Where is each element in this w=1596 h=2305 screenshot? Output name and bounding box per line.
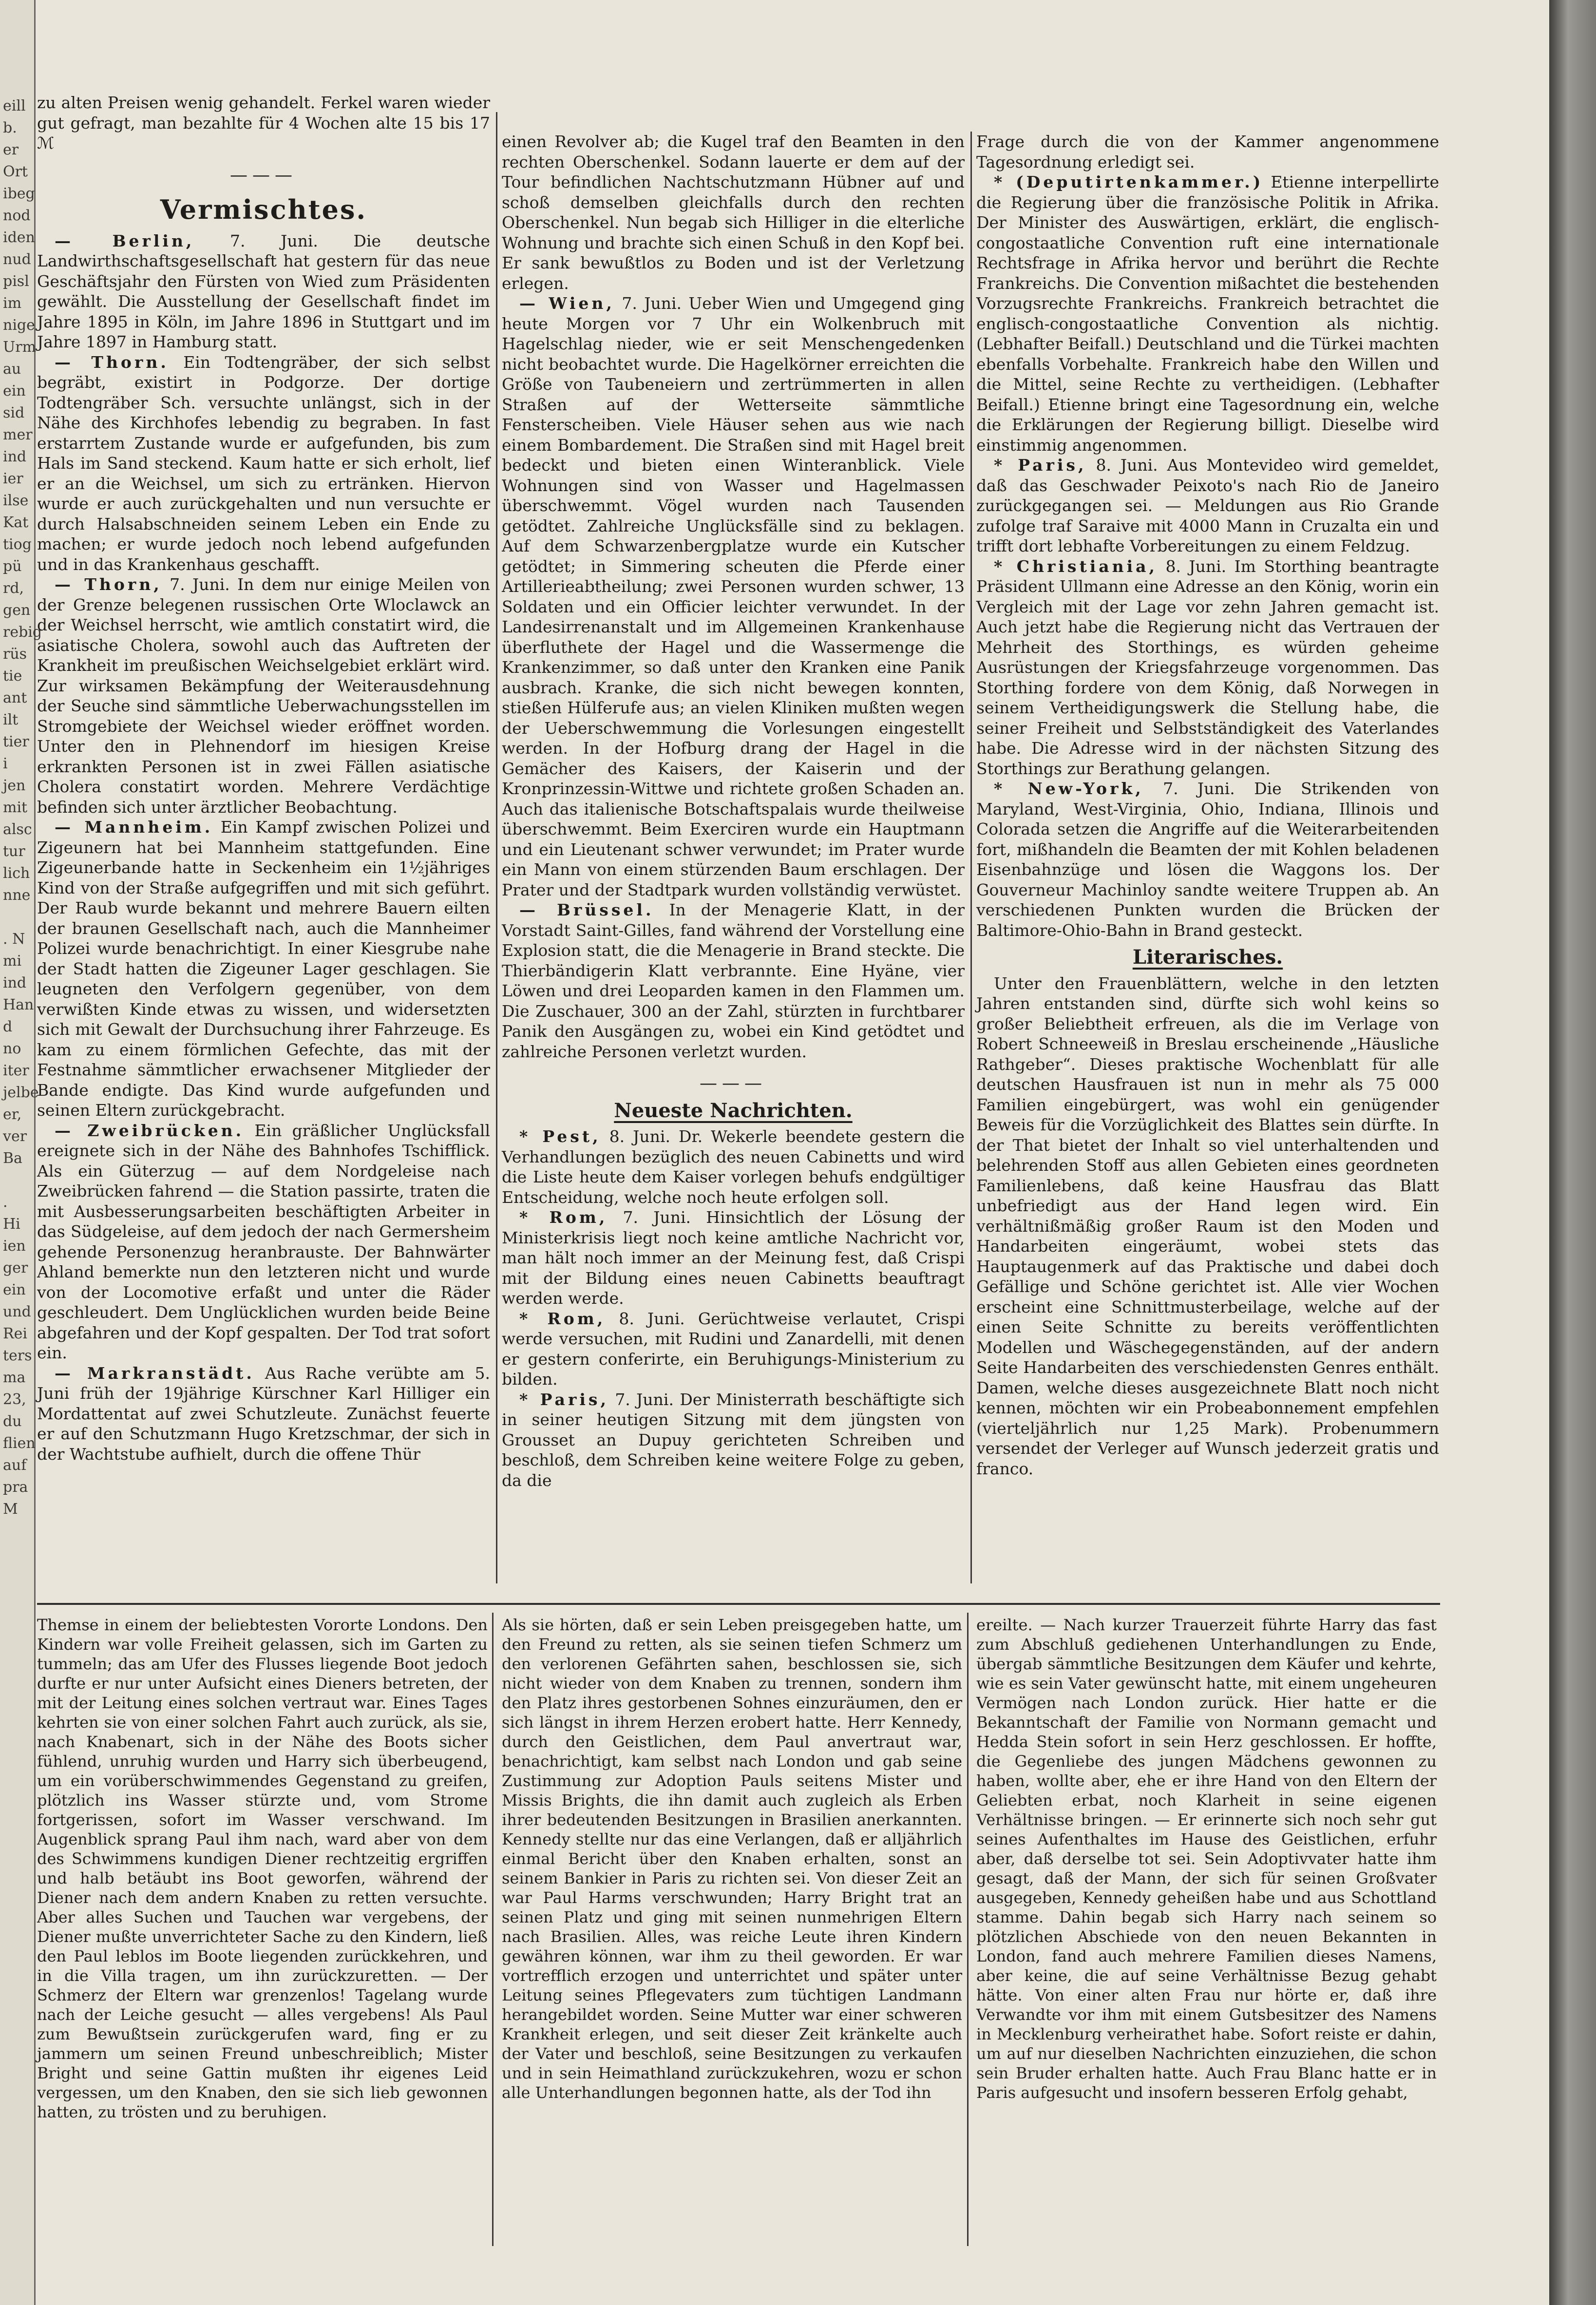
adjacent-page-fragment: rd,: [3, 580, 24, 597]
adjacent-page-fragment: ind: [3, 974, 27, 991]
adjacent-page-fragment: jen: [3, 777, 26, 794]
latest-news-item: [502, 1207, 965, 1309]
item-text: 7. Juni. Die Strikenden von Maryland, West-Virginia, Ohio, Indiana, Illinois und Colorada setzen die Angriffe auf die Weiterarbeitenden fort, mißhandeln die Beamten der mit Kohlen beladenen Eisenbahnzüge und lösen die Waggons los. Der Gouverneur Machinloy sandte weitere Truppen ab. An verschiedenen Punkten wurden die Brücken der Baltimore-Ohio-Bahn in Brand gesteckt.: [976, 779, 1439, 940]
item-text: Aus Rache verübte am 5. Juni früh der 19jährige Kürschner Karl Hilliger ein Mordattentat auf zwei Schutzleute. Zunächst feuerte er auf den Schutzmann Hugo Kretzschmar, der sich in der Wachtstube aufhielt, durch die offene Thür: [37, 1363, 490, 1464]
news-item: [976, 556, 1439, 779]
feuilleton-text: ereilte. — Nach kurzer Trauerzeit führte Harry das fast zum Abschluß gediehenen Unterhandlungen zu Ende, übergab sämmtliche Besitzungen dem Käufer und kehrte, wie es sein Vater gewünscht hatte, mit einem ungeheuren Vermögen nach London zurück. Hier hatte er die Bekanntschaft der Familie von Normann gemacht und Hedda Stein sofort in sein Herz geschlossen. Er hoffte, die Gegenliebe des jungen Mädchens gewonnen zu haben, wollte aber, ehe er ihre Hand von den Eltern der Geliebten erbat, noch Klarheit in seine eigenen Verhältnisse bringen. — Er erinnerte sich noch sehr gut seines Aufenthaltes im Hause des Geistlichen, erfuhr aber, daß derselbe tot sei. Sein Adoptivvater hatte ihm gesagt, daß der Mann, der sich für seinen Großvater ausgegeben, Kennedy geheißen habe und aus Schottland stamme. Dahin begab sich Harry nach seinem so plötzlichen Abschiede von den neuen Bekannten in London, fand auch mehrere Familien dieses Namens, aber keine, die auf seine Verhältnisse Bezug gehabt hätte. Von einer alten Frau nur hörte er, daß ihre Verwandte vor ihm mit einem Gutsbesitzer des Namens in Mecklenburg verheirathet habe. Sofort reiste er dahin, um auf nur dieselben Nachrichten einzuziehen, die schon sein Bruder erhalten hatte. Auch Frau Blanc hatte er in Paris aufgesucht und insofern besseren Erfolg gehabt,: [976, 1616, 1437, 2102]
column-3: [976, 132, 1439, 1479]
adjacent-page-fragment: iter: [3, 1062, 29, 1079]
adjacent-page-fragment: nod: [3, 207, 31, 224]
latest-news-item: [502, 1309, 965, 1390]
adjacent-page-fragment: tie: [3, 667, 22, 685]
adjacent-page-fragment: eill: [3, 97, 26, 114]
news-item: [37, 231, 490, 352]
feuilleton-column-2: [502, 1615, 962, 2102]
dateline: — Mannheim.: [55, 818, 213, 837]
section-heading-neueste-nachrichten: Neueste Nachrichten.: [614, 1099, 853, 1122]
dateline: * Rom,: [519, 1208, 608, 1227]
market-report-tail: zu alten Preisen wenig gehandelt. Ferkel waren wieder gut gefragt, man bezahlte für 4 Wochen alte 15 bis 17 ℳ: [37, 93, 490, 152]
feuilleton-text: Themse in einem der beliebtesten Vororte Londons. Den Kindern war volle Freiheit gelassen, sich im Garten zu tummeln; das am Ufer des Flusses liegende Boot jedoch durfte er nur unter Aufsicht eines Dieners betreten, der mit der Leitung eines solchen vertraut war. Eines Tages kehrten sie von einer solchen Fahrt auch zurück, als sie, nach Knabenart, sich in der Nähe des Boots sicher fühlend, unruhig wurden und Harry sich überbeugend, um ein vorüberschwimmendes Gegenstand zu greifen, plötzlich ins Wasser stürzte und, vom Strome fortgerissen, sofort im Wasser verschwand. Im Augenblick sprang Paul ihm nach, ward aber von dem des Schwimmens kundigen Diener rechtzeitig ergriffen und halb betäubt ins Boot geworfen, während der Diener nach dem andern Knaben zu retten versuchte. Aber alles Suchen und Tauchen war vergebens, der Diener mußte unverrichteter Sache zu den Kindern, ließ den Paul leblos im Boote liegenden zurückkehren, und in die Villa tragen, um ihn zurückzuretten. — Der Schmerz der Eltern war grenzenlos! Tagelang wurde nach der Leiche gesucht — alles vergebens! Als Paul zum Bewußtsein zurückgerufen ward, fing er zu jammern um seinen Freund unbeschreiblich; Mister Bright und seine Gattin mußten ihr eigenes Leid vergessen, um den Knaben, den sie sich lieb gewonnen hatten, zu trösten und zu beruhigen.: [37, 1616, 488, 2121]
item-text: In der Menagerie Klatt, in der Vorstadt Saint-Gilles, fand während der Vorstellung eine Explosion statt, die die Menagerie in Brand steckte. Die Thierbändigerin Klatt verbrannte. Eine Hyäne, vier Löwen und drei Leoparden kamen in den Flammen um. Die Zuschauer, 300 an der Zahl, stürzten in furchtbarer Panik den Ausgängen zu, wobei ein Kind getödtet und zahlreiche Personen verletzt wurden.: [502, 900, 965, 1061]
adjacent-page-fragment: b.: [3, 119, 17, 136]
adjacent-page-fragment: ien: [3, 1238, 26, 1255]
adjacent-page-fragment: ein: [3, 1281, 26, 1298]
page-edge-shadow: [1549, 0, 1596, 2305]
adjacent-page-strip: [0, 0, 42, 2305]
adjacent-page-fragment: nige: [3, 317, 35, 334]
adjacent-page-fragment: pü: [3, 558, 22, 575]
adjacent-page-fragment: du: [3, 1413, 22, 1430]
adjacent-page-fragment: alsc: [3, 821, 32, 838]
news-item: [37, 817, 490, 1121]
adjacent-page-fragment: und: [3, 1303, 31, 1320]
dateline: * Christiania,: [994, 556, 1158, 576]
dateline: * Paris,: [994, 456, 1087, 475]
adjacent-page-fragment: . N: [3, 931, 25, 948]
adjacent-page-fragment: ein: [3, 382, 26, 400]
adjacent-page-fragment: ant: [3, 689, 27, 706]
item-text: 8. Juni. Aus Montevideo wird gemeldet, daß das Geschwader Peixoto's nach Rio de Janeiro zurückgegangen sei. — Meldungen aus Rio Grande zufolge traf Saraive mit 4000 Mann in Cruzalta ein und trifft dort lebhafte Vorbereitungen zu einem Feldzug.: [976, 456, 1439, 555]
news-item: [502, 132, 965, 293]
adjacent-page-fragment: Kat: [3, 514, 29, 531]
adjacent-page-fragment: ger: [3, 1259, 28, 1276]
section-divider: ———: [700, 1073, 767, 1093]
adjacent-page-fragment: Hi: [3, 1216, 20, 1233]
adjacent-page-fragment: mi: [3, 952, 22, 970]
adjacent-page-fragment: rüs: [3, 646, 27, 663]
adjacent-page-fragment: nud: [3, 251, 31, 268]
adjacent-page-fragment: ters: [3, 1347, 32, 1364]
dateline: — Brüssel.: [519, 900, 654, 919]
adjacent-page-fragment: .: [3, 1194, 8, 1211]
news-items: [976, 132, 1439, 940]
column-rule: [496, 112, 497, 1583]
adjacent-page-fragment: mer: [3, 426, 33, 443]
adjacent-page-fragment: d: [3, 1018, 13, 1035]
item-text: 8. Juni. Gerüchtweise verlautet, Crispi werde versuchen, mit Rudini und Zanardelli, mit denen er gestern conferirte, ein Beruhigungs-Ministerium zu bilden.: [502, 1309, 965, 1389]
literary-notice: Unter den Frauenblättern, welche in den letzten Jahren entstanden sind, dürfte sich wohl keins so großer Beliebtheit erfreuen, als die im Verlage von Robert Schneeweiß in Breslau erscheinende „Häusliche Rathgeber“. Dieses praktische Wochenblatt für alle deutschen Hausfrauen ist nun in mehr als 75 000 Familien eingebürgert, was wohl ein genügender Beweis für die Vorzüglichkeit des Blattes sein dürfte. In der That bietet der Inhalt so viel unterhaltenden und belehrenden Stoff aus allen Gebieten eines geordneten Familienlebens, daß keine Hausfrau das Blatt unbefriedigt aus der Hand legen wird. Ein verhältnißmäßig großer Raum ist den Moden und Handarbeiten eingeräumt, wobei stets das Hauptaugenmerk auf das Praktische und dabei doch Gefällige und Schöne gerichtet ist. Alle vier Wochen erscheint eine Schnittmusterbeilage, welche auf der einen Seite Schnitte zu bereits veröffentlichten Modellen und Wäschegegenständen, auf der andern Seite Handarbeiten des verschiedensten Genres enthält. Damen, welche dieses ausgezeichnete Blatt noch nicht kennen, möchten wir ein Probeabonnement empfehlen (vierteljährlich nur 1,25 Mark). Probenummern versendet der Verleger auf Wunsch jederzeit gratis und franco.: [976, 973, 1439, 1478]
adjacent-page-fragment: ver: [3, 1128, 27, 1145]
item-text: 7. Juni. In dem nur einige Meilen von der Grenze belegenen russischen Orte Wloclawck an der Weichsel herrscht, wie amtlich constatirt wird, die asiatische Cholera, sowohl auch das Auftreten der Krankheit im preußischen Weichselgebiet erklärt wird. Zur wirksamen Bekämpfung der Weiterausdehnung der Seuche sind sämmtliche Ueberwachungsstellen im Stromgebiete der Weichsel wieder eröffnet worden. Unter den in Plehnendorf im hiesigen Kreise erkrankten Personen ist in zwei Fällen asiatische Cholera constatirt worden. Mehrere Verdächtige befinden sich unter ärztlicher Beobachtung.: [37, 575, 491, 817]
adjacent-page-fragment: ind: [3, 448, 27, 465]
adjacent-page-fragment: er,: [3, 1106, 22, 1123]
adjacent-page-fragment: pra: [3, 1479, 28, 1496]
item-text: 8. Juni. Im Storthing beantragte Präsident Ullmann eine Adresse an den König, worin ein Vergleich mit der Lage vor zehn Jahren gemacht ist. Auch jetzt habe die Regierung nicht das Vertrauen der Mehrheit des Storthings, es würden geheime Ausrüstungen der Kriegsfahrzeuge vorgenommen. Das Storthing fordere von dem König, daß Norwegen in seinem Vertheidigungswerk die Stellung habe, die seiner Freiheit und Selbstständigkeit des Vaterlandes habe. Die Adresse wird in der nächsten Sitzung des Storthings zur Berathung gelangen.: [976, 556, 1439, 778]
section-heading-literarisches: Literarisches.: [1132, 946, 1283, 969]
adjacent-page-fragment: tier: [3, 733, 29, 750]
feuilleton-column-1: [37, 1615, 488, 2122]
dateline: — Thorn.: [55, 352, 169, 372]
column-rule: [970, 132, 972, 1583]
item-text: Etienne interpellirte die Regierung über die französische Politik in Afrika. Der Minister des Auswärtigen, erklärt, die englisch-congostaatliche Convention ruft eine internationale Rechtsfrage in Afrika hervor und berührt die Rechte Frankreichs. Die Convention mißachtet die bestehenden Vorzugsrechte Frankreichs. Frankreich betrachtet die englisch-congostaatliche Convention als nichtig. (Lebhafter Beifall.) Deutschland und die Türkei machten ebenfalls Vorbehalte. Frankreich habe den Willen und die Mittel, seine Rechte zu vertheidigen. (Lebhafter Beifall.) Etienne bringt eine Tagesordnung ein, welche die Erklärungen der Regierung billigt. Dieselbe wird einstimmig angenommen.: [976, 172, 1439, 455]
adjacent-page-fragment: nne: [3, 887, 31, 904]
news-items: [37, 231, 490, 1465]
item-text: 7. Juni. Die deutsche Landwirthschaftsgesellschaft hat gestern für das neue Geschäftsjahr den Fürsten von Wied zum Präsidenten gewählt. Die Ausstellung der Gesellschaft findet im Jahre 1895 in Köln, im Jahre 1896 in Stuttgart und im Jahre 1897 in Hamburg statt.: [37, 231, 490, 351]
adjacent-page-fragment: Han: [3, 996, 34, 1013]
news-item: [976, 132, 1439, 172]
dateline: — Markranstädt.: [55, 1363, 255, 1383]
adjacent-page-fragment: pisl: [3, 273, 29, 290]
dateline: * Pest,: [519, 1127, 601, 1146]
adjacent-page-fragment: i: [3, 755, 8, 772]
adjacent-page-fragment: im: [3, 295, 22, 312]
dateline: — Zweibrücken.: [55, 1121, 245, 1140]
news-item: [37, 1121, 490, 1363]
adjacent-page-fragment: M: [3, 1501, 18, 1518]
news-items: [502, 132, 965, 1062]
news-item: [502, 293, 965, 900]
column-1: [37, 93, 490, 1464]
adjacent-page-fragment: auf: [3, 1457, 27, 1474]
adjacent-page-fragment: Urm: [3, 339, 37, 356]
news-item: [37, 574, 490, 817]
news-item: [976, 779, 1439, 940]
adjacent-page-fragment: lich: [3, 865, 30, 882]
adjacent-page-fragment: mit: [3, 799, 28, 816]
dateline: * Paris,: [519, 1390, 609, 1409]
news-item: [502, 900, 965, 1062]
adjacent-page-fragment: 23,: [3, 1391, 26, 1408]
feuilleton-column-3: [976, 1615, 1437, 2102]
item-text: 7. Juni. Ueber Wien und Umgegend ging heute Morgen vor 7 Uhr ein Wolkenbruch mit Hagelschlag nieder, wie er seit Menschengedenken nicht beobachtet wurde. Die Hagelkörner erreichten die Größe von Taubeneiern und zertrümmerten in allen Straßen auf der Wetterseite sämmtliche Fensterscheiben. Viele Häuser sehen aus wie nach einem Bombardement. Die Straßen sind mit Hagel breit bedeckt und bieten einen Winteranblick. Viele Wohnungen sind von Wasser und Hagelmassen überschwemmt. Vögel wurden nach Tausenden getödtet. Zahlreiche Unglücksfälle sind zu beklagen. Auf dem Schwarzenbergplatze wurde ein Kutscher getödtet; in Simmering scheuten die Pferde einer Artillerieabtheilung; zwei Personen wurden schwer, 13 Soldaten und ein Officier leichter verwundet. In der Landesirrenanstalt und im Allgemeinen Krankenhause überfluthete der Hagel und die Wassermenge die Krankenzimmer, so daß unter den Kranken eine Panik ausbrach. Kranke, die sich nicht bewegen konnten, stießen Hülferufe aus; an vielen Kliniken mußten wegen der Ueberschwemmung die Vorlesungen eingestellt werden. In der Hofburg drang der Hagel in die Gemächer des Kaisers, der Kaiserin und der Kronprinzessin-Wittwe und richtete großen Schaden an. Auch das italienische Botschaftspalais wurde theilweise überschwemmt. Beim Exerciren wurde ein Hauptmann und ein Lieutenant schwer verwundet; im Prater wurde ein Mann von einem stürzenden Baum erschlagen. Der Prater und der Stadtpark wurden vollständig verwüstet.: [502, 294, 965, 899]
adjacent-page-fragment: no: [3, 1040, 21, 1057]
dateline: * New-York,: [994, 779, 1144, 798]
adjacent-page-fragment: gen: [3, 602, 31, 619]
adjacent-page-fragment: Ba: [3, 1150, 22, 1167]
item-text: Ein Kampf zwischen Polizei und Zigeunern hat bei Mannheim stattgefunden. Eine Zigeunerbande hatte in Seckenheim ein 1½jähriges Kind von der Straße aufgegriffen und mit sich geführt. Der Raub wurde bekannt und mehrere Bauern eilten der braunen Gesellschaft nach, auch die Mannheimer Polizei wurde benachrichtigt. In einer Kiesgrube nahe der Stadt hatten die Zigeuner Lager geschlagen. Sie leugneten den Verfolgern gegenüber, von dem verwißten Kinde etwas zu wissen, und widersetzten sich mit Gewalt der Durchsuchung ihrer Fahrzeuge. Es kam zu einem förmlichen Gefechte, das mit der Festnahme sämmtlicher erwachsener Mitglieder der Bande endigte. Das Kind wurde aufgefunden und seinen Eltern zurückgebracht.: [37, 818, 490, 1120]
adjacent-page-fragment: ibeg: [3, 185, 35, 202]
adjacent-page-fragment: Ort: [3, 163, 28, 180]
news-item: [37, 352, 490, 575]
item-text: Ein Todtengräber, der sich selbst begräbt, existirt in Podgorze. Der dortige Todtengräber Sch. versuchte unlängst, sich in der Nähe des Kirchhofes lebendig zu begraben. In fast erstarrtem Zustande wurde er aufgefunden, bis zum Hals im Sand steckend. Kaum hatte er sich erholt, lief er an die Weichsel, um sich zu ertränken. Hiervon wurde er auch zurückgehalten und nun versuchte er durch Halsabschneiden seinem Leben ein Ende zu machen; er wurde jedoch noch lebend aufgefunden und in das Krankenhaus geschafft.: [37, 352, 490, 574]
adjacent-page-fragment: Rei: [3, 1325, 27, 1342]
adjacent-page-fragment: tiog: [3, 536, 32, 553]
item-text: 8. Juni. Dr. Wekerle beendete gestern die Verhandlungen bezüglich des neuen Cabinetts und wird die Liste heute dem Kaiser vorlegen behufs endgültiger Entscheidung, welche noch heute erfolgen soll.: [502, 1127, 965, 1207]
item-text: 7. Juni. Hinsichtlich der Lösung der Ministerkrisis liegt noch keine amtliche Nachricht vor, man hält noch immer an der Meinung fest, daß Crispi mit der Bildung eines neuen Cabinetts beauftragt werden werde.: [502, 1208, 965, 1308]
adjacent-page-fragment: ma: [3, 1369, 26, 1386]
adjacent-page-fragment: jelbe: [3, 1084, 39, 1101]
adjacent-page-fragment: er: [3, 141, 19, 158]
dateline: * (Deputirtenkammer.): [994, 172, 1264, 191]
item-text: 7. Juni. Der Ministerrath beschäftigte sich in seiner heutigen Sitzung mit dem jüngsten von Grousset an Dupuy gerichteten Schreiben und beschloß, dem Schreiben keine weitere Folge zu geben, da die: [502, 1390, 965, 1490]
news-item: [976, 455, 1439, 556]
adjacent-page-fragment: tur: [3, 843, 25, 860]
adjacent-page-fragment: flien: [3, 1435, 36, 1452]
item-text: Frage durch die von der Kammer angenommene Tagesordnung erledigt sei.: [976, 132, 1439, 171]
latest-news-item: [502, 1126, 965, 1207]
column-rule: [967, 1613, 969, 2246]
news-item: [976, 172, 1439, 455]
adjacent-page-fragment: ilse: [3, 492, 29, 509]
dateline: — Thorn,: [55, 575, 162, 594]
latest-news-item: [502, 1390, 965, 1491]
adjacent-page-fragment: sid: [3, 404, 25, 421]
column-rule: [492, 1613, 494, 2246]
news-item: [37, 1363, 490, 1465]
adjacent-page-fragment: rebig: [3, 624, 42, 641]
dateline: * Rom,: [519, 1309, 606, 1328]
item-text: Ein gräßlicher Unglücksfall ereignete sich in der Nähe des Bahnhofes Tschifflick. Als ein Güterzug — auf dem Nordgeleise nach Zweibrücken fahrend — die Station passirte, traten die mit Ausbesserungsarbeiten beschäftigten Arbeiter in das Südgeleise, auf dem jedoch der nach Germersheim gehende Personenzug heranbrauste. Der Bahnwärter Ahland bemerkte nun den letzteren nicht und wurde von der Locomotive erfaßt und unter die Räder geschleudert. Dem Unglücklichen wurden beide Beine abgefahren und der Kopf gespalten. Der Tod trat sofort ein.: [37, 1121, 490, 1362]
feuilleton-separator: [37, 1603, 1440, 1605]
column-2: [502, 132, 965, 1490]
feuilleton-text: Als sie hörten, daß er sein Leben preisgegeben hatte, um den Freund zu retten, als sie seinen tiefen Schmerz um den verlorenen Gefährten sahen, beschlossen sie, sich nicht wieder von dem Knaben zu trennen, sondern ihm den Platz ihres gestorbenen Sohnes einzuräumen, den er sich längst in ihrem Herzen erobert hatte. Herr Kennedy, durch den Geistlichen, dem Paul anvertraut war, benachrichtigt, kam selbst nach London und gab seine Zustimmung zur Adoption Pauls seitens Mister und Missis Brights, die ihn damit auch zugleich als Erben ihrer bedeutenden Besitzungen in Brasilien anerkannten. Kennedy stellte nur das eine Verlangen, daß er alljährlich einmal Bericht über den Knaben erhalten, sonst an seinem Bankier in Paris zu richten sei. Von dieser Zeit an war Paul Harms verschwunden; Harry Bright trat an seinen Platz und ging mit seinen nunmehrigen Eltern nach Brasilien. Alles, was reiche Leute ihren Kindern gewähren können, war ihm zu theil geworden. Er war vortrefflich erzogen und unterrichtet und später unter Leitung seines Pflegevaters zum tüchtigen Landmann herangebildet worden. Seine Mutter war einer schweren Krankheit erlegen, und seit dieser Zeit kränkelte auch der Vater und beschloß, seine Besitzungen zu verkaufen und in sein Heimathland zurückzukehren, wozu er schon alle Unterhandlungen begonnen hatte, als der Tod ihn: [502, 1616, 962, 2102]
item-text: einen Revolver ab; die Kugel traf den Beamten in den rechten Oberschenkel. Sodann lauerte er dem auf der Tour befindlichen Nachtschutzmann Hübner auf und schoß demselben gleichfalls durch den rechten Oberschenkel. Nun begab sich Hilliger in die elterliche Wohnung und brachte sich einen Schuß in den Kopf bei. Er sank bewußtlos zu Boden und ist der Verletzung erlegen.: [502, 132, 965, 293]
dateline: — Wien,: [519, 294, 615, 313]
section-heading-vermischtes: Vermischtes.: [160, 194, 367, 225]
dateline: — Berlin,: [55, 231, 195, 250]
latest-news-items: [502, 1126, 965, 1490]
adjacent-page-fragment: ilt: [3, 711, 19, 728]
adjacent-page-fragment: au: [3, 361, 21, 378]
adjacent-page-fragment: ier: [3, 470, 23, 487]
section-divider: ———: [230, 165, 297, 185]
adjacent-page-fragment: iden: [3, 229, 35, 246]
